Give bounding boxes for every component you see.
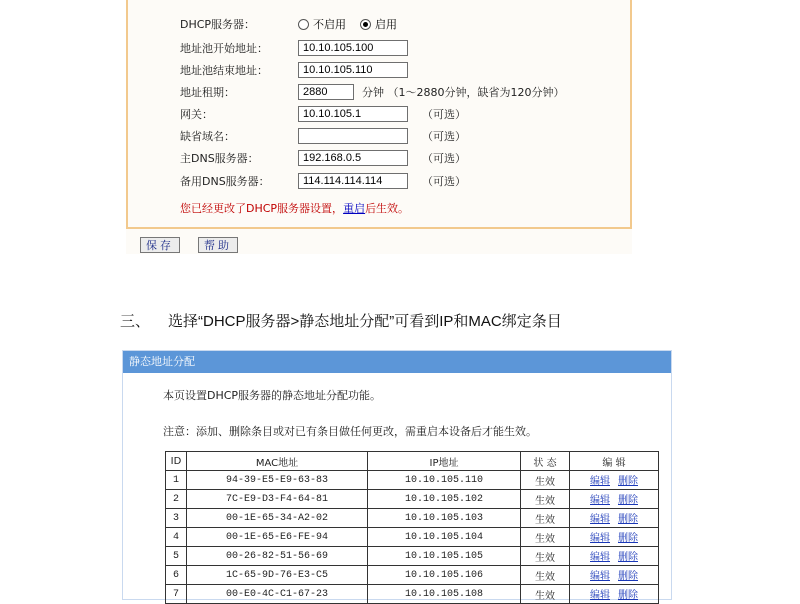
- header-ip: IP地址: [368, 452, 521, 471]
- header-id: ID: [166, 452, 187, 471]
- row-mac: 00-E0-4C-C1-67-23: [187, 585, 368, 604]
- dhcp-server-label: DHCP服务器：: [180, 18, 256, 31]
- dns2-label: 备用DNS服务器：: [180, 175, 270, 188]
- row-actions: [570, 509, 659, 528]
- edit-link[interactable]: 编辑: [590, 571, 610, 582]
- row-status: 生效: [521, 585, 570, 604]
- save-button[interactable]: 保存: [140, 237, 180, 253]
- row-status: 生效: [521, 528, 570, 547]
- row-mac: 1C-65-9D-76-E3-C5: [187, 566, 368, 585]
- dns1-input[interactable]: 192.168.0.5: [298, 150, 408, 166]
- row-status: 生效: [521, 566, 570, 585]
- domain-row: [180, 126, 466, 146]
- header-mac: MAC地址: [187, 452, 368, 471]
- table-row: [166, 471, 659, 490]
- row-actions: [570, 566, 659, 585]
- row-ip: 10.10.105.102: [368, 490, 521, 509]
- pool-end-label: 地址池结束地址：: [180, 64, 268, 77]
- dns2-optional: （可选）: [422, 175, 466, 188]
- row-status: 生效: [521, 547, 570, 566]
- table-row: [166, 547, 659, 566]
- pool-start-row: [180, 38, 408, 58]
- dhcp-disable-option[interactable]: [298, 16, 346, 32]
- panel-title: 静态地址分配: [123, 351, 671, 373]
- row-id: 6: [166, 566, 187, 585]
- row-ip: 10.10.105.110: [368, 471, 521, 490]
- gateway-row: [180, 104, 466, 124]
- row-mac: 00-26-82-51-56-69: [187, 547, 368, 566]
- disable-radio[interactable]: [298, 19, 309, 30]
- row-ip: 10.10.105.106: [368, 566, 521, 585]
- dns1-label: 主DNS服务器：: [180, 152, 259, 165]
- lease-row: [180, 82, 564, 102]
- lease-label: 地址租期：: [180, 86, 235, 99]
- row-id: 3: [166, 509, 187, 528]
- restart-link[interactable]: 重启: [343, 202, 366, 215]
- row-id: 5: [166, 547, 187, 566]
- row-id: 4: [166, 528, 187, 547]
- row-ip: 10.10.105.104: [368, 528, 521, 547]
- help-button[interactable]: 帮助: [198, 237, 238, 253]
- delete-link[interactable]: 删除: [618, 476, 638, 487]
- row-id: 2: [166, 490, 187, 509]
- edit-link[interactable]: 编辑: [590, 552, 610, 563]
- dns2-row: [180, 171, 466, 191]
- dns1-optional: （可选）: [422, 152, 466, 165]
- row-id: 7: [166, 585, 187, 604]
- table-header-row: [166, 452, 659, 471]
- domain-label: 缺省域名：: [180, 130, 235, 143]
- header-edit: 编 辑: [570, 452, 659, 471]
- row-actions: [570, 547, 659, 566]
- delete-link[interactable]: 删除: [618, 552, 638, 563]
- delete-link[interactable]: 删除: [618, 571, 638, 582]
- row-actions: [570, 528, 659, 547]
- table-row: [166, 566, 659, 585]
- row-id: 1: [166, 471, 187, 490]
- warning-suffix: 后生效。: [365, 202, 410, 215]
- domain-optional: （可选）: [422, 130, 466, 143]
- delete-link[interactable]: 删除: [618, 533, 638, 544]
- lease-hint: 分钟 （1～2880分钟，缺省为120分钟）: [362, 86, 565, 99]
- edit-link[interactable]: 编辑: [590, 590, 610, 601]
- dhcp-settings-panel: [126, 0, 632, 254]
- enable-radio[interactable]: [360, 19, 371, 30]
- table-row: [166, 585, 659, 604]
- restart-warning: [180, 200, 409, 216]
- edit-link[interactable]: 编辑: [590, 514, 610, 525]
- table-row: [166, 509, 659, 528]
- domain-input[interactable]: [298, 128, 408, 144]
- dhcp-server-row: [180, 14, 411, 34]
- disable-label: 不启用: [313, 18, 346, 31]
- row-ip: 10.10.105.105: [368, 547, 521, 566]
- row-mac: 00-1E-65-E6-FE-94: [187, 528, 368, 547]
- delete-link[interactable]: 删除: [618, 495, 638, 506]
- edit-link[interactable]: 编辑: [590, 495, 610, 506]
- step-number: 三、: [120, 313, 151, 330]
- row-ip: 10.10.105.108: [368, 585, 521, 604]
- lease-input[interactable]: 2880: [298, 84, 354, 100]
- header-status: 状 态: [521, 452, 570, 471]
- dhcp-enable-option[interactable]: [360, 16, 397, 32]
- step-text: 选择“DHCP服务器>静态地址分配”可看到IP和MAC绑定条目: [168, 313, 562, 330]
- gateway-optional: （可选）: [422, 108, 466, 121]
- enable-label: 启用: [375, 18, 397, 31]
- dns1-row: [180, 148, 466, 168]
- table-row: [166, 528, 659, 547]
- table-row: [166, 490, 659, 509]
- row-actions: [570, 585, 659, 604]
- edit-link[interactable]: 编辑: [590, 476, 610, 487]
- row-status: 生效: [521, 471, 570, 490]
- static-address-table: [165, 451, 659, 604]
- gateway-input[interactable]: 10.10.105.1: [298, 106, 408, 122]
- row-mac: 7C-E9-D3-F4-64-81: [187, 490, 368, 509]
- panel-intro: 本页设置DHCP服务器的静态地址分配功能。: [163, 389, 382, 402]
- row-mac: 94-39-E5-E9-63-83: [187, 471, 368, 490]
- edit-link[interactable]: 编辑: [590, 533, 610, 544]
- row-actions: [570, 471, 659, 490]
- row-ip: 10.10.105.103: [368, 509, 521, 528]
- dns2-input[interactable]: 114.114.114.114: [298, 173, 408, 189]
- pool-start-input[interactable]: 10.10.105.100: [298, 40, 408, 56]
- pool-start-label: 地址池开始地址：: [180, 42, 268, 55]
- delete-link[interactable]: 删除: [618, 590, 638, 601]
- panel-note: 注意：添加、删除条目或对已有条目做任何更改，需重启本设备后才能生效。: [163, 425, 537, 438]
- row-status: 生效: [521, 490, 570, 509]
- row-actions: [570, 490, 659, 509]
- pool-end-input[interactable]: 10.10.105.110: [298, 62, 408, 78]
- row-mac: 00-1E-65-34-A2-02: [187, 509, 368, 528]
- delete-link[interactable]: 删除: [618, 514, 638, 525]
- button-bar: [126, 227, 632, 254]
- pool-end-row: [180, 60, 408, 80]
- gateway-label: 网关：: [180, 108, 213, 121]
- row-status: 生效: [521, 509, 570, 528]
- warning-prefix: 您已经更改了DHCP服务器设置，: [180, 202, 344, 215]
- step-caption: [120, 310, 562, 331]
- static-address-panel: [122, 350, 672, 600]
